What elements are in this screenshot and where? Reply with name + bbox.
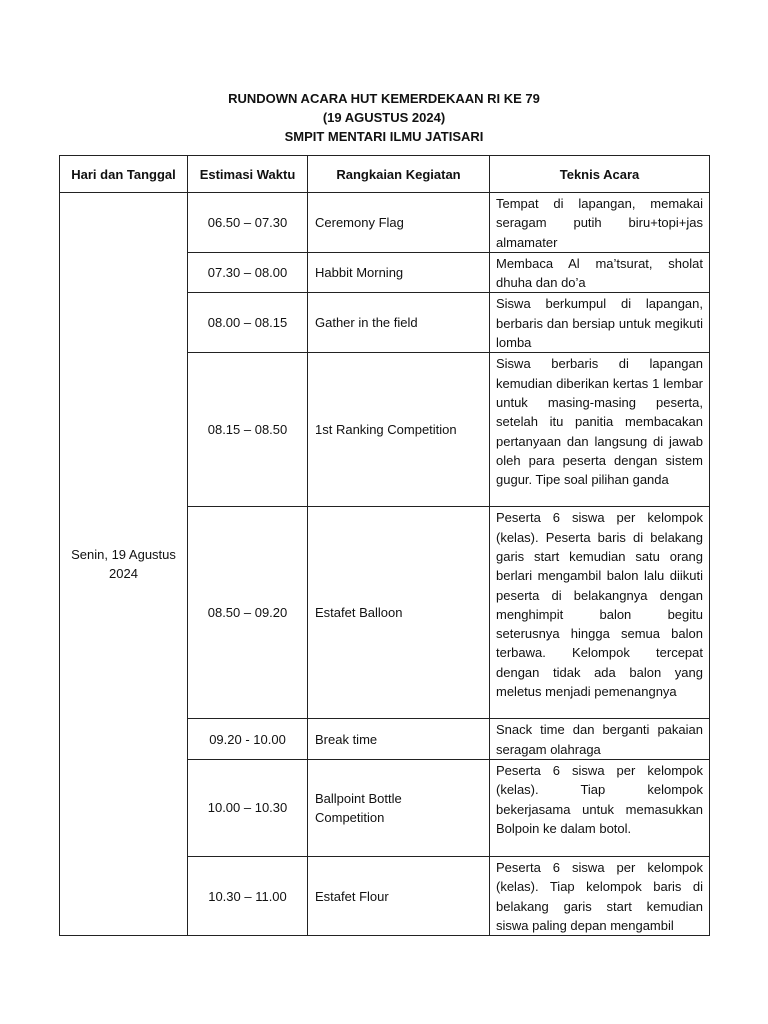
activity-cell: Ballpoint Bottle Competition: [308, 759, 490, 856]
description-text: Membaca Al ma’tsurat, sholat dhuha dan do’a: [496, 255, 703, 291]
time-cell: 10.30 – 11.00: [188, 856, 308, 935]
activity-cell: Estafet Flour: [308, 856, 490, 935]
description-cell: [490, 507, 710, 719]
description-cell: [490, 193, 710, 253]
header-description: Teknis Acara: [490, 156, 710, 193]
description-cell: [490, 293, 710, 353]
description-cell: [490, 353, 710, 507]
description-cell: [490, 719, 710, 760]
time-cell: 09.20 - 10.00: [188, 719, 308, 760]
header-day: Hari dan Tanggal: [60, 156, 188, 193]
description-cell: [490, 856, 710, 935]
day-label: Senin, 19 Agustus 2024: [71, 547, 176, 582]
table-row: [60, 193, 710, 253]
time-cell: 06.50 – 07.30: [188, 193, 308, 253]
time-cell: 08.50 – 09.20: [188, 507, 308, 719]
time-cell: 10.00 – 10.30: [188, 759, 308, 856]
time-cell: 08.00 – 08.15: [188, 293, 308, 353]
document-title: [0, 89, 768, 146]
title-line-3: SMPIT MENTARI ILMU JATISARI: [284, 129, 484, 144]
description-cell: [490, 252, 710, 293]
header-time: Estimasi Waktu: [188, 156, 308, 193]
time-cell: 07.30 – 08.00: [188, 252, 308, 293]
time-cell: 08.15 – 08.50: [188, 353, 308, 507]
description-cell: [490, 759, 710, 856]
description-text: Peserta 6 siswa per kelompok (kelas). Peserta baris di belakang garis start kemudian satu orang berlari mengambil balon lalu diikuti peserta di belakangnya dengan menghimpit balon begitu seterusnya hingga semua balon terbawa. Kelompok tercepat dengan tidak ada balon yang meletus menjadi pemenangnya: [496, 510, 703, 700]
title-line-1: RUNDOWN ACARA HUT KEMERDEKAAN RI KE 79: [228, 91, 540, 106]
activity-cell: Estafet Balloon: [308, 507, 490, 719]
description-text: Peserta 6 siswa per kelompok (kelas). Tiap kelompok baris di belakang garis start kemudian siswa paling depan mengambil: [496, 859, 703, 933]
description-text: Siswa berkumpul di lapangan, berbaris dan bersiap untuk megikuti lomba: [496, 296, 703, 351]
description-text: Tempat di lapangan, memakai seragam putih biru+topi+jas almamater: [496, 196, 703, 250]
description-text: Snack time dan berganti pakaian seragam olahraga: [496, 722, 703, 757]
description-text: Peserta 6 siswa per kelompok (kelas). Tiap kelompok bekerjasama untuk memasukkan Bolpoin ke dalam botol.: [496, 762, 703, 836]
activity-cell: Gather in the field: [308, 293, 490, 353]
table-header-row: [60, 156, 710, 193]
activity-cell: Break time: [308, 719, 490, 760]
title-line-2: (19 AGUSTUS 2024): [322, 110, 446, 125]
rundown-table: [59, 155, 710, 936]
activity-cell: Habbit Morning: [308, 252, 490, 293]
activity-cell: Ceremony Flag: [308, 193, 490, 253]
activity-cell: 1st Ranking Competition: [308, 353, 490, 507]
description-text: Siswa berbaris di lapangan kemudian diberikan kertas 1 lembar untuk masing-masing peserta, setelah itu panitia membacakan pertanyaan dan langsung di jawab oleh para peserta dengan sistem gugur. Tipe soal pilihan ganda: [496, 356, 703, 488]
header-activity: Rangkaian Kegiatan: [308, 156, 490, 193]
day-cell: [60, 193, 188, 936]
